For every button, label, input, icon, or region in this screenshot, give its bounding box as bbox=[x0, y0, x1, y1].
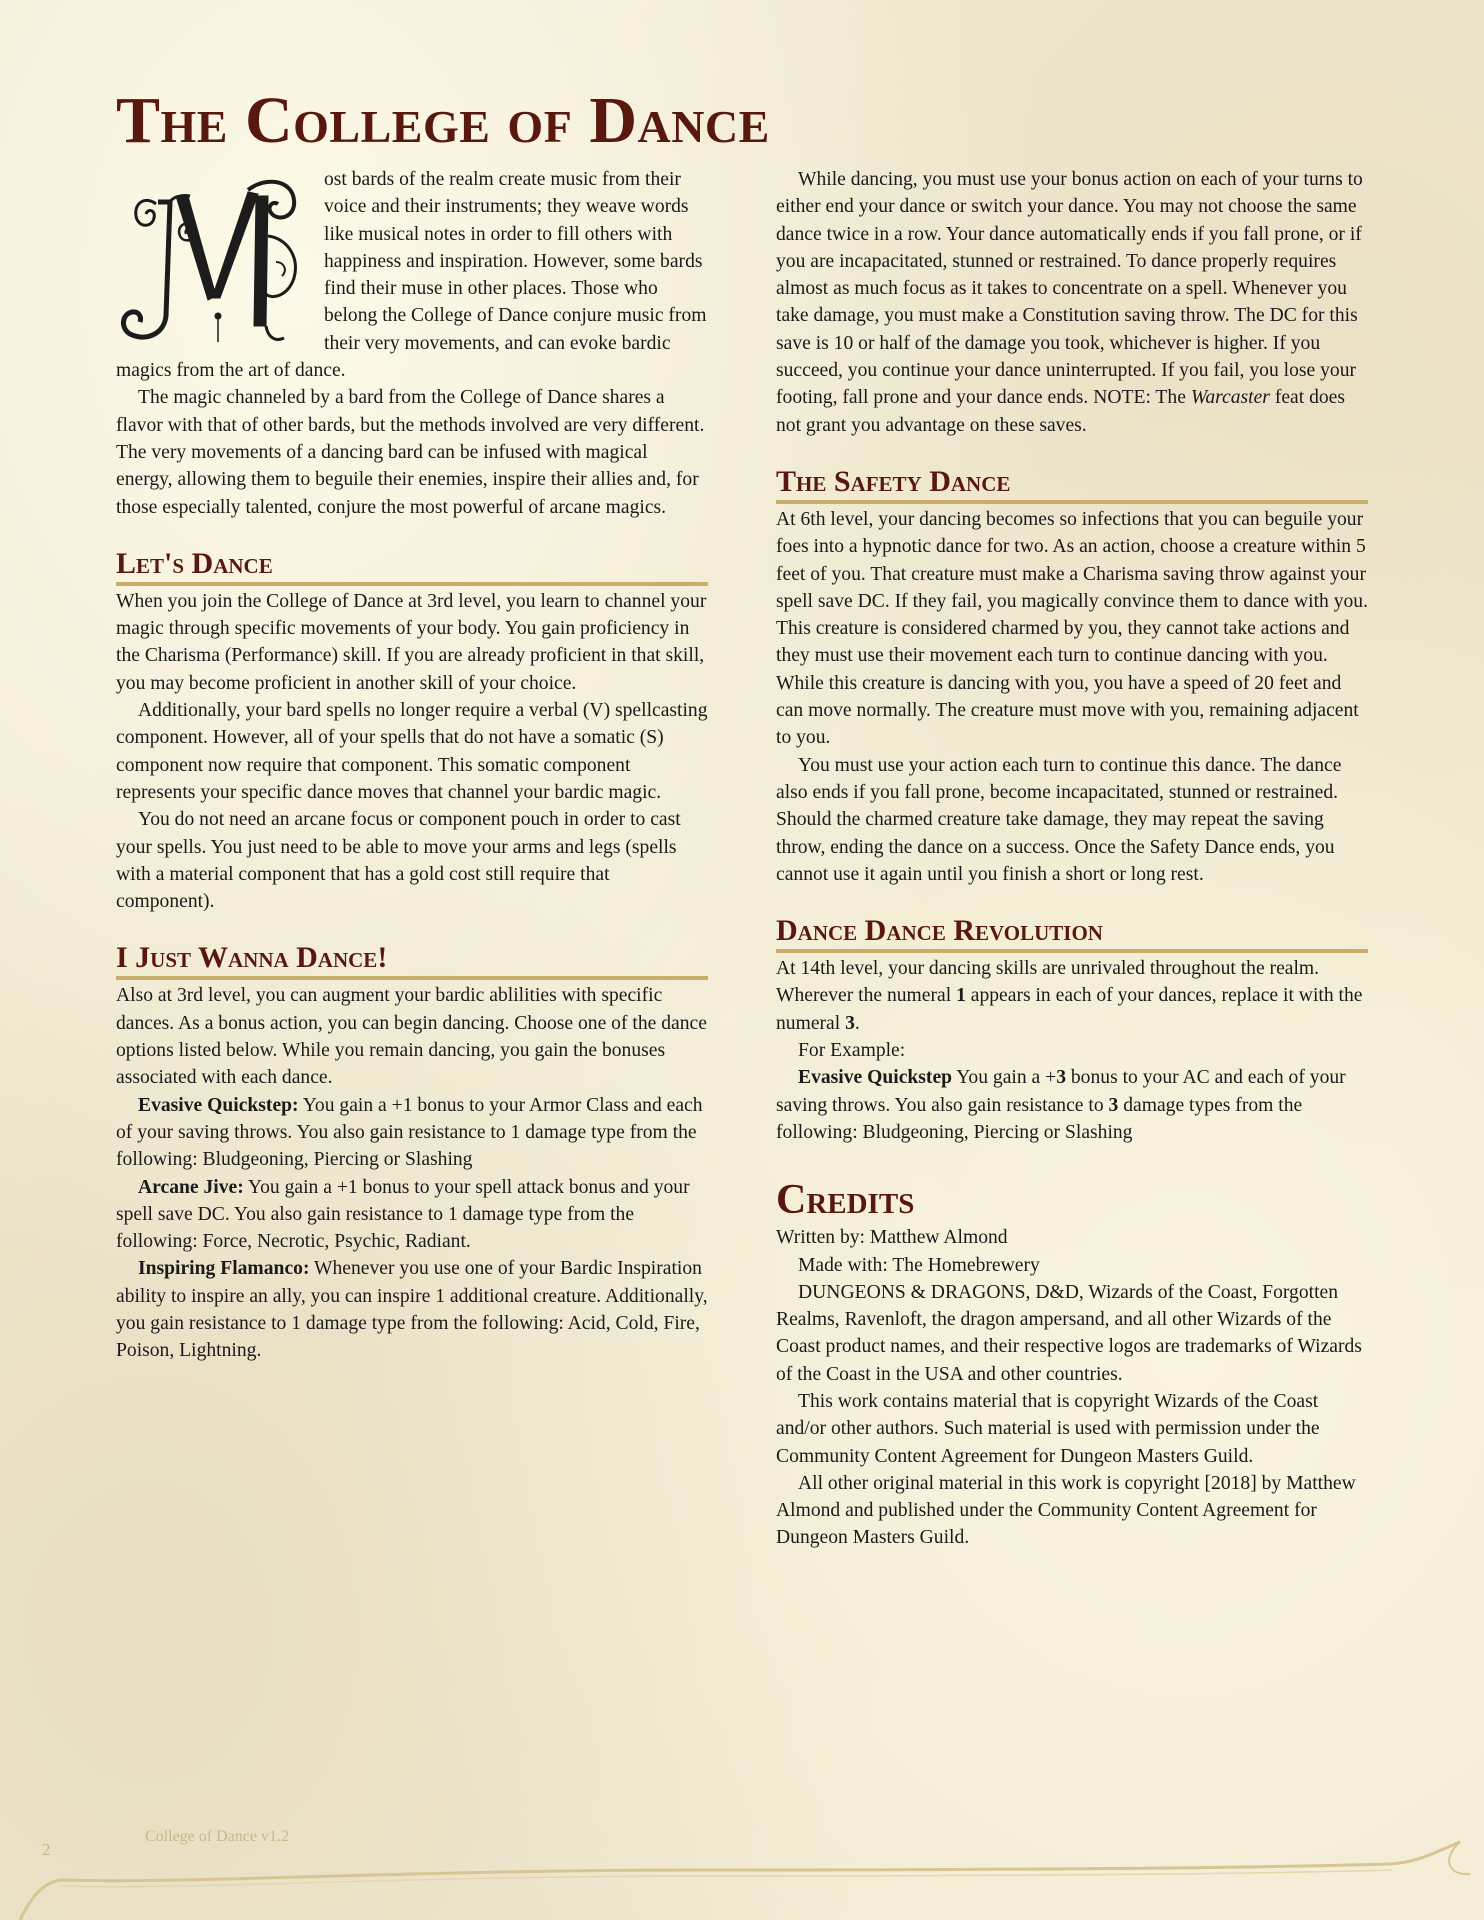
dropcap-m-ornament bbox=[116, 166, 324, 346]
credits-made-with: Made with: The Homebrewery bbox=[798, 1254, 1040, 1276]
arcane-jive-label: Arcane Jive: bbox=[138, 1176, 244, 1198]
ddr-example-text-d: damage types from the following: Bludgeoning, Piercing or Slashing bbox=[776, 1094, 1303, 1143]
heading-credits: Credits bbox=[776, 1177, 915, 1224]
credits-legal-3: All other original material in this work is copyright [2018] by Matthew Almond and published under the Community Content Agreement for Dungeon Masters Guild. bbox=[776, 1472, 1356, 1549]
left-column bbox=[116, 166, 708, 1365]
footer-title: College of Dance v1.2 bbox=[145, 1828, 289, 1845]
safety-dance-paragraph-2: You must use your action each turn to continue this dance. The dance also ends if you fall prone, become incapacitated, stunned or restrained. Should the charmed creature take damage, they may repeat the saving throw, ending the dance on a success. Once the Safety Dance ends, you cannot use it again until you finish a short or long rest. bbox=[776, 754, 1342, 885]
ddr-text-a: At 14th level, your dancing skills are unrivaled throughout the realm. Wherever the numeral bbox=[776, 958, 1320, 1007]
heading-dance-dance-revolution: Dance Dance Revolution bbox=[776, 913, 1368, 953]
lets-dance-paragraph-2: Additionally, your bard spells no longer require a verbal (V) spellcasting component. However, all of your spells that do not have a somatic (S) component now require that component. This somatic component represents your specific dance moves that channel your bardic magic. bbox=[116, 700, 708, 803]
wanna-dance-paragraph-1: Also at 3rd level, you can augment your bardic ablilities with specific dances. As a bonus action, you can begin dancing. Choose one of the dance options listed below. While you remain dancing, you gain the bonuses associated with each dance. bbox=[116, 985, 707, 1089]
ddr-example-text-a: You gain a + bbox=[952, 1067, 1057, 1089]
ddr-example-numeral-1: 3 bbox=[1056, 1067, 1066, 1089]
heading-i-just-wanna-dance: I Just Wanna Dance! bbox=[116, 940, 708, 980]
credits-legal-1: DUNGEONS & DRAGONS, D&D, Wizards of the Coast, Forgotten Realms, Ravenloft, the dragon ampersand, and all other Wizards of the Coast product names, and their respective logos are trademarks of Wizards of the Coast in the USA and other countries. bbox=[776, 1281, 1362, 1385]
ddr-text-c: appears in each of your dances, replace it with the numeral bbox=[776, 985, 1363, 1034]
ddr-for-example: For Example: bbox=[798, 1040, 906, 1062]
ddr-example-text-c: bonus to your AC and each of your saving throws. You also gain resistance to bbox=[776, 1067, 1346, 1116]
dance-option-evasive-quickstep bbox=[116, 1092, 708, 1174]
ddr-text-d: . bbox=[854, 1012, 860, 1034]
credits-legal-2: This work contains material that is copyright Wizards of the Coast and/or other authors. Such material is used with permission under the Community Content Agreement for Dungeon Masters Guild. bbox=[776, 1390, 1320, 1467]
dancing-rules-paragraph bbox=[776, 166, 1368, 439]
lets-dance-paragraph-1: When you join the College of Dance at 3rd level, you learn to channel your magic through specific movements of your body. You gain proficiency in the Charisma (Performance) skill. If you are already proficient in that skill, you may become proficient in another skill of your choice. bbox=[116, 590, 707, 694]
ddr-numeral-3: 3 bbox=[845, 1012, 855, 1034]
ddr-example-label: Evasive Quickstep bbox=[798, 1067, 953, 1089]
page-number: 2 bbox=[42, 1840, 51, 1859]
evasive-quickstep-label: Evasive Quickstep: bbox=[138, 1094, 299, 1116]
intro-paragraph-2: The magic channeled by a bard from the College of Dance shares a flavor with that of other bards, but the methods involved are very different. The very movements of a dancing bard can be infused with magical energy, allowing them to beguile their enemies, inspire their allies and, for those especially talented, conjure the most powerful of arcane magics. bbox=[116, 387, 705, 518]
footer-ornament bbox=[0, 1840, 1484, 1920]
dance-option-inspiring-flamanco bbox=[116, 1255, 708, 1364]
right-column bbox=[776, 166, 1368, 1552]
inspiring-flamanco-text: Whenever you use one of your Bardic Inspiration ability to inspire an ally, you can inspire 1 additional creature. Additionally, you gain resistance to 1 damage type from the following: Acid, Cold, Fire, Poison, Lightning. bbox=[116, 1258, 708, 1362]
lets-dance-paragraph-3: You do not need an arcane focus or component pouch in order to cast your spells. You just need to be able to move your arms and legs (spells with a material component that has a gold cost still require that component). bbox=[116, 809, 681, 913]
inspiring-flamanco-label: Inspiring Flamanco: bbox=[138, 1258, 310, 1280]
safety-dance-paragraph-1: At 6th level, your dancing becomes so infections that you can beguile your foes into a hypnotic dance for two. As an action, choose a creature within 5 feet of you. That creature must make a Charisma saving throw against your spell save DC. If they fail, you magically convince them to dance with you. This creature is considered charmed by you, they cannot take actions and they must use their movement each turn to continue dancing with you. While this creature is dancing with you, you have a speed of 20 feet and can move normally. The creature must move with you, remaining adjacent to you. bbox=[776, 508, 1369, 749]
warcaster-feat-name: Warcaster bbox=[1190, 387, 1270, 409]
ddr-numeral-1: 1 bbox=[956, 985, 966, 1007]
ddr-example-numeral-2: 3 bbox=[1108, 1094, 1119, 1116]
ddr-paragraph-1 bbox=[776, 955, 1368, 1037]
dancing-rules-text-a: While dancing, you must use your bonus action on each of your turns to either end your dance or switch your dance. You may not choose the same dance twice in a row. Your dance automatically ends if you fall prone, or if you are incapacitated, stunned or restrained. To dance properly requires almost as much focus as it takes to concentrate on a spell. Whenever you take damage, you must make a Constitution saving throw. The DC for this save is 10 or half of the damage you took, whichever is higher. If you succeed, you continue your dance uninterrupted. If you fail, you lose your footing, fall prone and your dance ends. NOTE: The bbox=[776, 169, 1363, 409]
dancing-rules-text-b: feat does not grant you advantage on these saves. bbox=[776, 387, 1345, 436]
arcane-jive-text: You gain a +1 bonus to your spell attack bonus and your spell save DC. You also gain resistance to 1 damage type from the following: Force, Necrotic, Psychic, Radiant. bbox=[116, 1176, 690, 1253]
heading-lets-dance: Let's Dance bbox=[116, 546, 708, 586]
heading-safety-dance: The Safety Dance bbox=[776, 464, 1368, 504]
page-title: The College of Dance bbox=[116, 84, 770, 157]
credits-written-by: Written by: Matthew Almond bbox=[776, 1227, 1008, 1249]
intro-paragraph-1-text: ost bards of the realm create music from their voice and their instruments; they weave words like musical notes in order to fill others with happiness and inspiration. However, some bards find their muse in other places. Those who belong the College of Dance conjure music from their very movements, and can evoke bardic magics from the art of dance. bbox=[116, 169, 707, 382]
dance-option-arcane-jive bbox=[116, 1174, 708, 1256]
ddr-example-paragraph bbox=[776, 1064, 1368, 1146]
evasive-quickstep-text: You gain a +1 bonus to your Armor Class and each of your saving throws. You also gain resistance to 1 damage type from the following: Bludgeoning, Piercing or Slashing bbox=[116, 1094, 703, 1171]
